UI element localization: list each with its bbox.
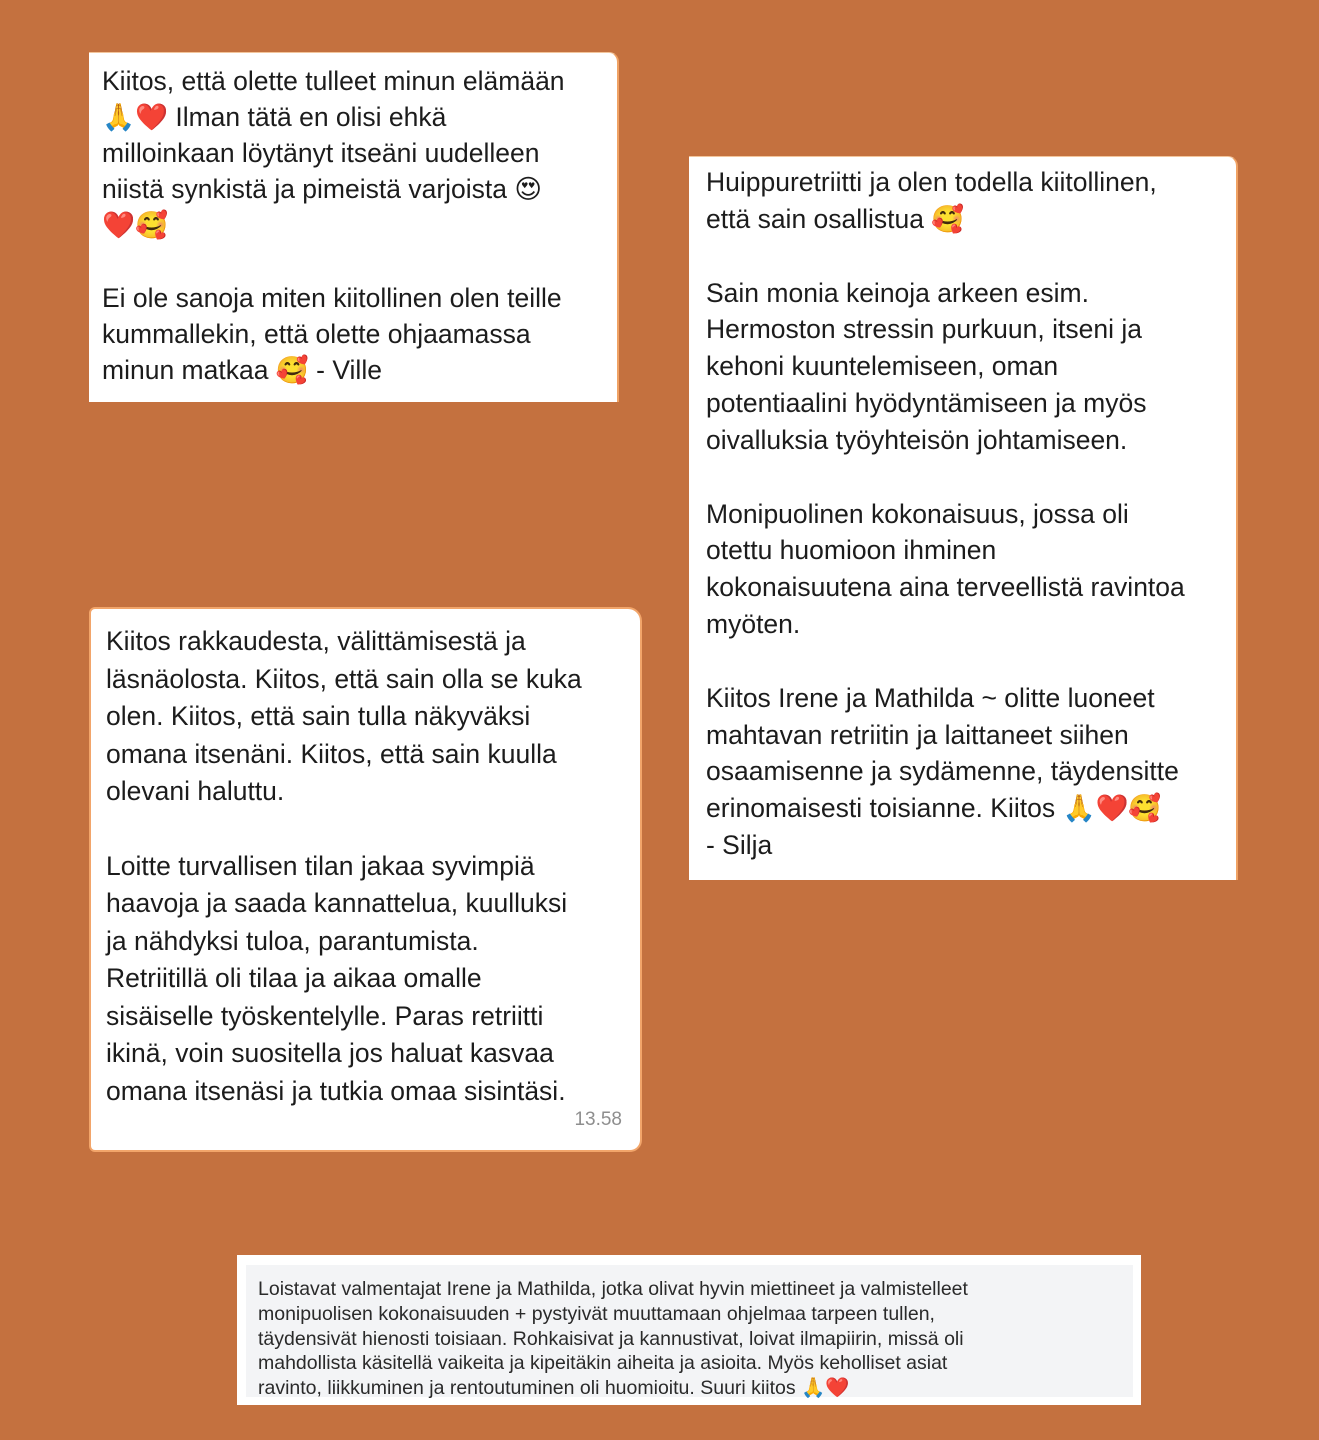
testimonial-card-ville [89,52,619,402]
message-paragraph: Huippuretriitti ja olen todella kiitollinen, että sain osallistua 🥰 [706,167,1157,234]
message-paragraph: Kiitos, että olette tulleet minun elämään 🙏❤️ Ilman tätä en olisi ehkä milloinkaan löytänyt itseäni uudelleen niistä synkistä ja pimeistä varjoista 😍 ❤️🥰 [102,66,565,240]
message-paragraph: Monipuolinen kokonaisuus, jossa oli otettu huomioon ihminen kokonaisuutena aina terveellistä ravintoa myöten. [706,498,1185,639]
message-timestamp: 13.58 [574,1108,622,1130]
review-text: Loistavat valmentajat Irene ja Mathilda, jotka olivat hyvin miettineet ja valmistelleet monipuolisen kokonaisuuden + pystyivät muuttamaan ohjelmaa tarpeen tullen, täydensivät hienosti toisiaan. Rohkaisivat ja kannustivat, loivat ilmapiirin, missä oli mahdollista käsitellä vaikeita ja kipeitäkin aiheita ja asioita. Myös keholliset asiat ravinto, liikkuminen ja rentoutuminen oli huomioitu. Suuri kiitos 🙏❤️ [246,1265,1133,1397]
testimonial-card-silja [689,156,1238,880]
testimonial-card-message [89,607,642,1152]
message-paragraph: Loitte turvallisen tilan jakaa syvimpiä haavoja ja saada kannattelua, kuulluksi ja nähdyksi tuloa, parantumista. Retriitillä oli tilaa ja aikaa omalle sisäiselle työskentelylle. Paras retriitti ikinä, voin suositella jos haluat kasvaa omana itsenäsi ja tutkia omaa sisintäsi. [106,850,568,1106]
message-paragraph: Ei ole sanoja miten kiitollinen olen teille kummallekin, että olette ohjaamassa minun matkaa 🥰 - Ville [102,283,562,385]
message-paragraph: Kiitos rakkaudesta, välittämisestä ja läsnäolosta. Kiitos, että sain olla se kuka olen. Kiitos, että sain tulla näkyväksi omana itsenäni. Kiitos, että sain kuulla olevani haluttu. [106,626,582,806]
message-paragraph: Sain monia keinoja arkeen esim. Hermoston stressin purkuun, itseni ja kehoni kuuntelemiseen, oman potentiaalini hyödyntämiseen ja myös oivalluksia työyhteisön johtamiseen. [706,277,1147,455]
testimonial-card-review [237,1255,1141,1405]
message-paragraph: Kiitos Irene ja Mathilda ~ olitte luoneet mahtavan retriitin ja laittaneet siihen osaamisenne ja sydämenne, täydensitte erinomaisesti toisianne. Kiitos 🙏❤️🥰 - Silja [706,682,1179,860]
